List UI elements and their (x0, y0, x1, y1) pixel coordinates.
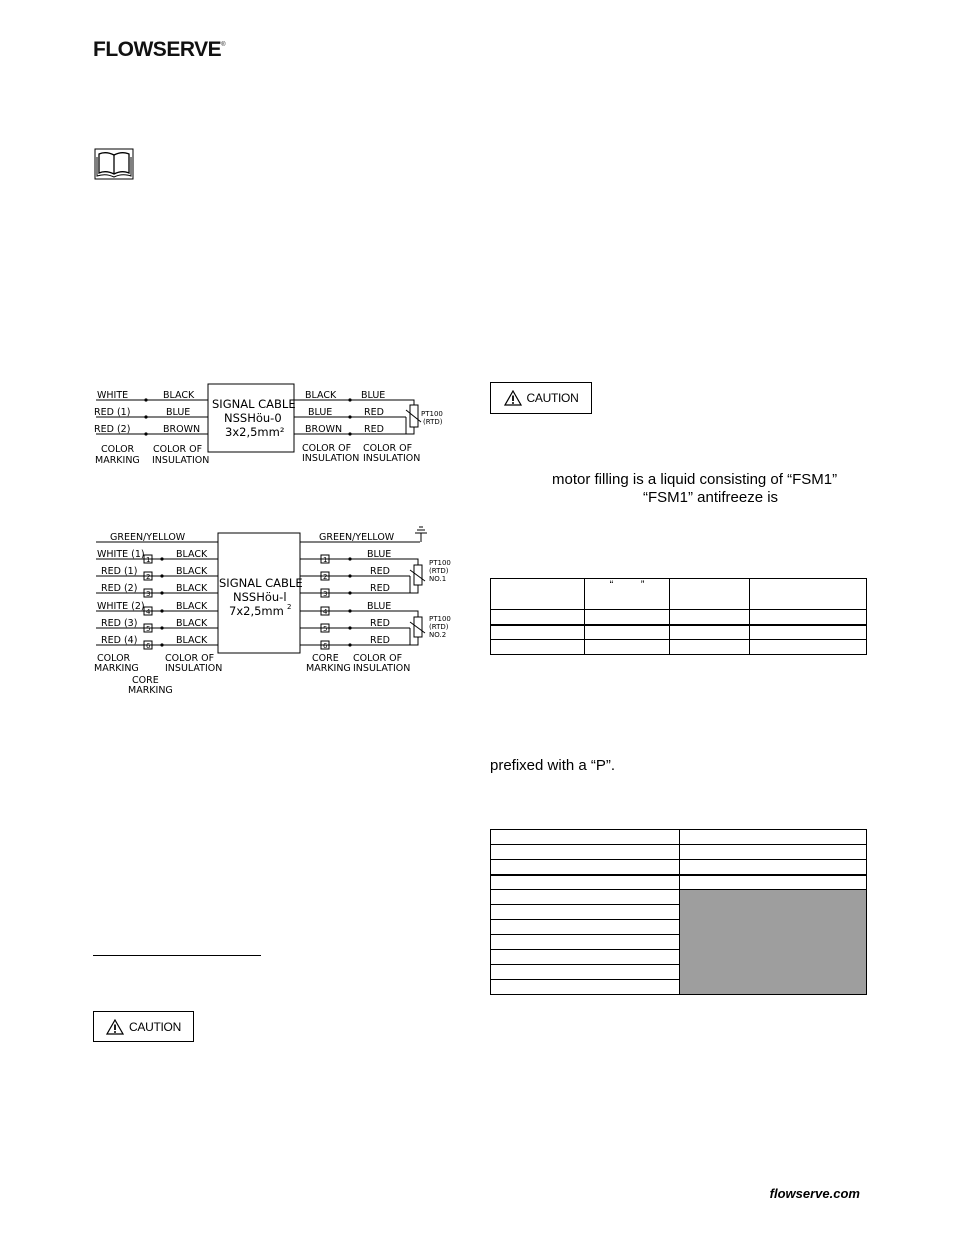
t1-cell (670, 610, 750, 625)
warning-triangle-icon (106, 1019, 124, 1035)
d2-core-l2: 2 (146, 573, 151, 581)
prefixed-text: prefixed with a “P”. (490, 757, 616, 774)
t2-cell (491, 935, 680, 950)
d2-left-label-6: RED (4) (101, 635, 138, 646)
section-underline (93, 955, 261, 956)
t1-cell (670, 625, 750, 640)
d2-left-label-2: RED (1) (101, 566, 138, 577)
d2-right-color-4: BLUE (367, 601, 392, 612)
caution-label-left (93, 1011, 194, 1042)
t2-cell (680, 875, 867, 890)
d2-left-ins-1: BLACK (176, 549, 208, 560)
d2-sensor1-2: (RTD) (429, 567, 449, 575)
t1-cell (750, 640, 867, 655)
d1-caption-marking-1: COLOR (101, 444, 135, 455)
d2-left-ins-6: BLACK (176, 635, 208, 646)
d1-right-ins-2: BLUE (308, 407, 333, 418)
d2-core-r6: 6 (323, 642, 328, 650)
d2-caption-ins-1: COLOR OF (165, 653, 215, 664)
t2-cell (491, 980, 680, 995)
d1-box-line-3: 3x2,5mm² (225, 425, 285, 439)
d1-right-color-3: RED (364, 424, 384, 435)
d2-right-color-1: BLUE (367, 549, 392, 560)
d2-sensor2-1: PT100 (429, 615, 451, 623)
d2-right-color-6: RED (370, 635, 390, 646)
d2-left-label-1: WHITE (1) (97, 549, 145, 560)
d2-left-ins-2: BLACK (176, 566, 208, 577)
d2-core-l3: 3 (146, 590, 151, 598)
d2-sensor2-2: (RTD) (429, 623, 449, 631)
book-icon (94, 148, 134, 180)
t2-cell (491, 920, 680, 935)
t2-cell (680, 845, 867, 860)
caution-text-left: CAUTION (129, 1019, 181, 1034)
d1-caption-rins-3: COLOR OF (363, 443, 413, 454)
d1-left-label-1: WHITE (97, 390, 129, 401)
t2-cell (491, 845, 680, 860)
t1-cell (585, 640, 670, 655)
d2-caption-ins-2: INSULATION (165, 663, 223, 674)
t2-cell (491, 965, 680, 980)
t2-cell (491, 905, 680, 920)
d1-left-ins-2: BLUE (166, 407, 191, 418)
prefix-table (490, 829, 867, 995)
d2-sensor2-3: NO.2 (429, 631, 447, 639)
d1-caption-rins-2: INSULATION (302, 453, 360, 464)
d2-box-line-1: SIGNAL CABLE (219, 576, 303, 590)
d2-caption-rins-2: INSULATION (353, 663, 411, 674)
fsm-text-line-1: motor filling is a liquid consisting of “FSM1” (552, 471, 838, 488)
t2-cell (491, 830, 680, 845)
d2-core-l4: 4 (146, 608, 151, 616)
d2-core-r5: 5 (323, 625, 328, 633)
d2-right-color-3: RED (370, 583, 390, 594)
t1-cell (491, 625, 585, 640)
d2-core-l5: 5 (146, 625, 151, 633)
warning-triangle-icon (504, 390, 522, 406)
antifreeze-table (490, 578, 867, 655)
d1-right-color-1: BLUE (361, 390, 386, 401)
d2-caption-rcore-2: MARKING (306, 663, 351, 674)
t2-cell (491, 890, 680, 905)
t2-cell (680, 860, 867, 875)
d2-box-line-3: 7x2,5mm (229, 604, 284, 618)
footer-site: flowserve.com (769, 1186, 860, 1201)
t2-cell (680, 830, 867, 845)
t1-quote-close: ” (640, 579, 645, 591)
d1-caption-ins-2: INSULATION (152, 455, 210, 466)
d1-sensor-1: PT100 (421, 410, 443, 418)
d1-box-line-2: NSSHöu-0 (224, 411, 282, 425)
t1-quote-open: “ (609, 579, 614, 591)
d1-left-ins-1: BLACK (163, 390, 195, 401)
d2-box-line-4: 2 (287, 603, 292, 611)
d2-right-color-5: RED (370, 618, 390, 629)
caution-text-right: CAUTION (526, 391, 579, 405)
d1-right-ins-1: BLACK (305, 390, 337, 401)
d2-core-r4: 4 (323, 608, 328, 616)
d2-core-r3: 3 (323, 590, 328, 598)
d2-left-ins-3: BLACK (176, 583, 208, 594)
d1-box-line-1: SIGNAL CABLE (212, 397, 296, 411)
d2-left-ins-4: BLACK (176, 601, 208, 612)
t1-cell (585, 625, 670, 640)
d2-ground-left: GREEN/YELLOW (110, 532, 186, 543)
d2-caption-rcore-1: CORE (312, 653, 339, 664)
d2-core-l1: 1 (146, 556, 151, 564)
d2-sensor1-1: PT100 (429, 559, 451, 567)
d1-caption-rins-4: INSULATION (363, 453, 421, 464)
d2-sensor1-3: NO.1 (429, 575, 447, 583)
wiring-diagram-7-core (88, 525, 468, 700)
d1-left-label-2: RED (1) (94, 407, 131, 418)
t1-header-quoted (585, 579, 670, 610)
t1-cell (750, 625, 867, 640)
d2-left-label-3: RED (2) (101, 583, 138, 594)
t2-cell (491, 860, 680, 875)
t1-cell (491, 610, 585, 625)
d2-core-r1: 1 (323, 556, 328, 564)
t1-cell (491, 579, 585, 610)
d2-caption-rins-1: COLOR OF (353, 653, 403, 664)
d2-core-l6: 6 (146, 642, 151, 650)
fsm-text-line-2: “FSM1” antifreeze is (643, 489, 779, 506)
d1-left-ins-3: BROWN (163, 424, 201, 435)
t1-cell (670, 640, 750, 655)
d1-right-ins-3: BROWN (305, 424, 343, 435)
d2-caption-core-1: CORE (132, 675, 159, 686)
wiring-diagram-3-core (88, 380, 468, 470)
t1-cell (491, 640, 585, 655)
t1-cell (585, 610, 670, 625)
d1-caption-ins-1: COLOR OF (153, 444, 203, 455)
d2-left-label-4: WHITE (2) (97, 601, 145, 612)
d2-caption-marking-1: COLOR (97, 653, 131, 664)
d2-core-r2: 2 (323, 573, 328, 581)
d1-right-color-2: RED (364, 407, 384, 418)
d1-caption-marking-2: MARKING (95, 455, 140, 466)
d2-right-rows (300, 555, 425, 649)
d1-sensor-2: (RTD) (423, 418, 443, 426)
t2-cell (491, 950, 680, 965)
flowserve-logo: FLOWSERVE® (93, 38, 226, 61)
d2-caption-core-2: MARKING (128, 685, 173, 696)
d2-ground-right: GREEN/YELLOW (319, 532, 395, 543)
d2-left-label-5: RED (3) (101, 618, 138, 629)
t1-cell (750, 579, 867, 610)
d1-left-label-3: RED (2) (94, 424, 131, 435)
d2-caption-marking-2: MARKING (94, 663, 139, 674)
d2-box-line-2: NSSHöu-l (233, 590, 287, 604)
caution-label-right (490, 382, 592, 414)
t1-cell (750, 610, 867, 625)
d2-right-color-2: RED (370, 566, 390, 577)
t1-cell (670, 579, 750, 610)
t2-cell (491, 875, 680, 890)
d2-left-ins-5: BLACK (176, 618, 208, 629)
d1-caption-rins-1: COLOR OF (302, 443, 352, 454)
t2-shaded-cell (680, 890, 867, 995)
